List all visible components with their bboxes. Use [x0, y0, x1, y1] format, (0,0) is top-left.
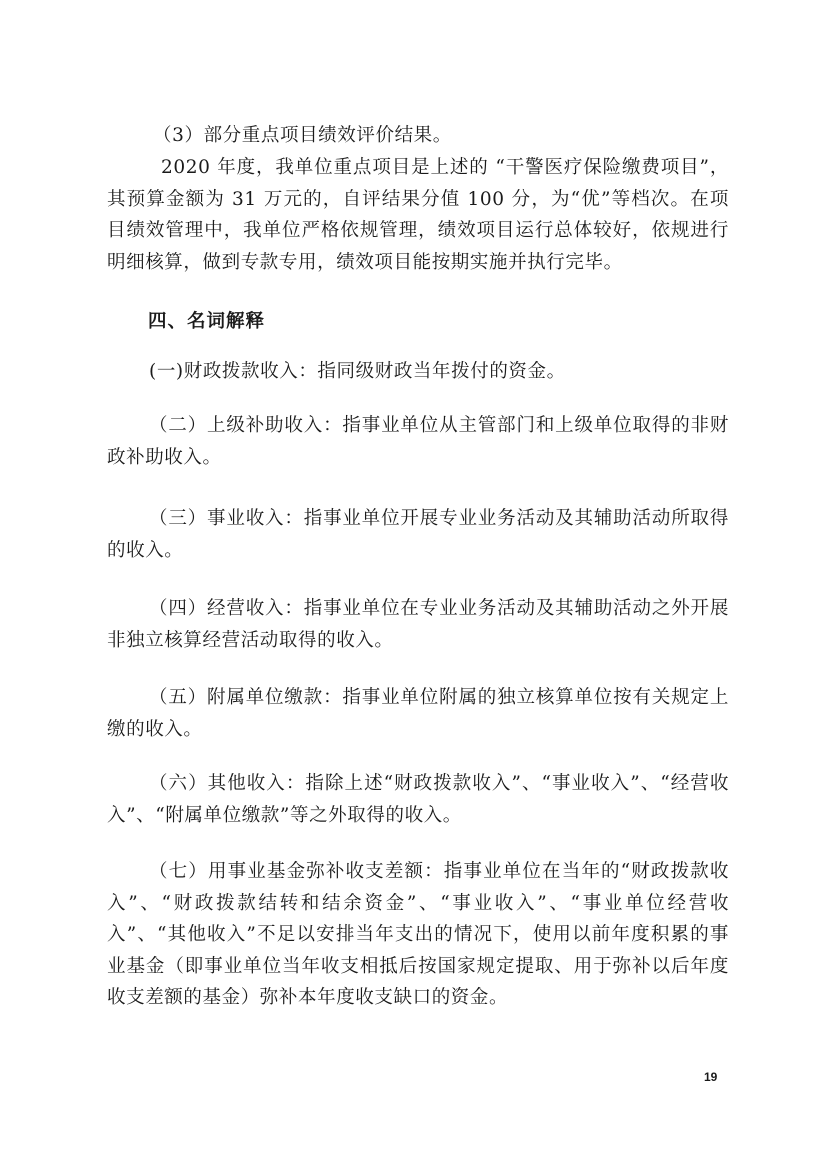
term-superior-subsidy-income: （二）上级补助收入：指事业单位从主管部门和上级单位取得的非财政补助收入。 [107, 415, 729, 468]
performance-result-paragraph: 2020 年度，我单位重点项目是上述的 “干警医疗保险缴费项目”，其预算金额为 31 万元的，自评结果分值 100 分，为“优”等档次。在项目绩效管理中，我单位严格依规管理，绩效项目运行总体较好，依规进行明细核算，做到专款专用，绩效项目能按期实施并执行完毕。 [107, 157, 729, 273]
term-affiliated-unit-payment: （五）附属单位缴款：指事业单位附属的独立核算单位按有关规定上缴的收入。 [107, 687, 729, 740]
performance-result-title: （3）部分重点项目绩效评价结果。 [153, 125, 452, 146]
page-number: 19 [704, 1070, 718, 1084]
term-business-fund-offset: （七）用事业基金弥补收支差额：指事业单位在当年的“财政拨款收入”、“财政拨款结转和结余资金”、“事业收入”、“事业单位经营收入”、“其他收入”不足以安排当年支出的情况下，使用以前年度积累的事业基金（即事业单位当年收支相抵后按国家规定提取、用于弥补以后年度收支差额的基金）弥补本年度收支缺口的资金。 [107, 861, 729, 1008]
term-other-income: （六）其他收入：指除上述“财政拨款收入”、“事业收入”、“经营收入”、“附属单位缴款”等之外取得的收入。 [107, 773, 729, 826]
glossary-heading: 四、名词解释 [148, 311, 266, 332]
term-operating-income: （四）经营收入：指事业单位在专业业务活动及其辅助活动之外开展非独立核算经营活动取得的收入。 [107, 598, 729, 651]
term-business-income: （三）事业收入：指事业单位开展专业业务活动及其辅助活动所取得的收入。 [107, 508, 729, 561]
term-fiscal-appropriation-income: (一)财政拨款收入：指同级财政当年拨付的资金。 [149, 361, 566, 382]
